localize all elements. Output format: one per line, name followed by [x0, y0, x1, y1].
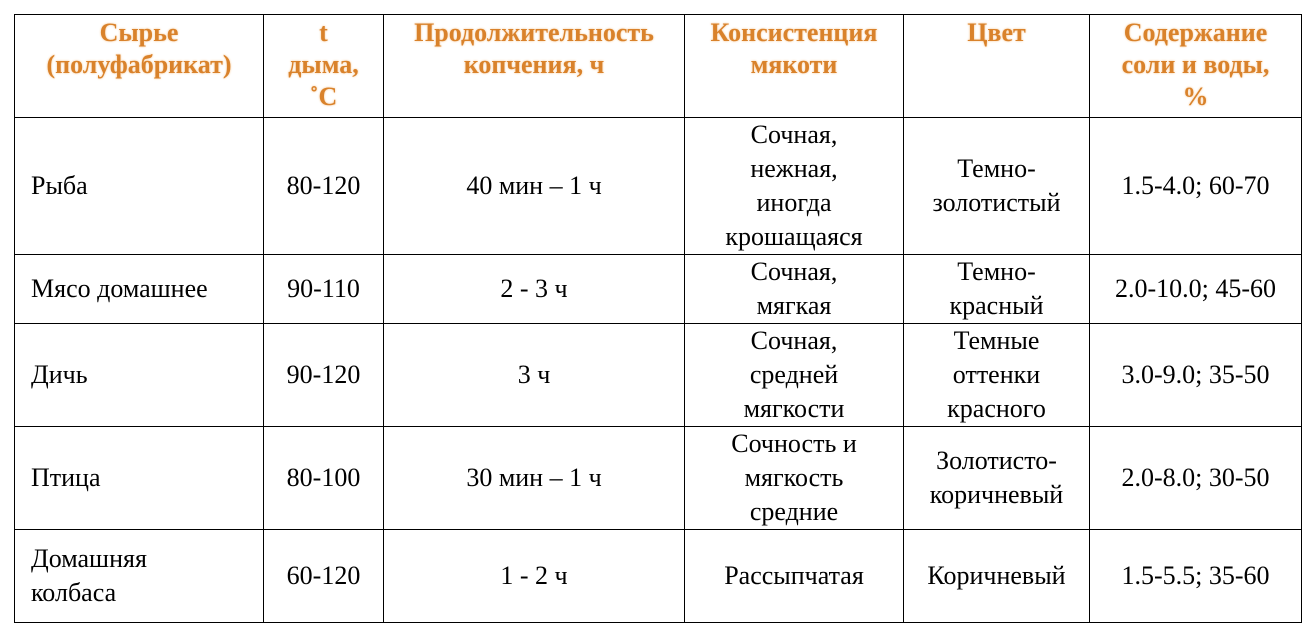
header-smoking-duration: Продолжительность копчения, ч	[384, 15, 685, 118]
cell-product: Домашняя колбаса	[15, 530, 264, 623]
cell-consistency: Рассыпчатая	[685, 530, 904, 623]
cell-salt-water: 1.5-4.0; 60-70	[1090, 118, 1302, 255]
cell-duration: 40 мин – 1 ч	[384, 118, 685, 255]
cell-color: Золотисто- коричневый	[904, 427, 1090, 530]
cell-consistency: Сочная, нежная, иногда крошащаяся	[685, 118, 904, 255]
cell-product: Птица	[15, 427, 264, 530]
table-row	[15, 255, 1302, 324]
header-smoke-temperature: t дыма, ˚С	[264, 15, 384, 118]
cell-product: Мясо домашнее	[15, 255, 264, 324]
cell-salt-water: 2.0-8.0; 30-50	[1090, 427, 1302, 530]
cell-temperature: 60-120	[264, 530, 384, 623]
cell-color: Темно- золотистый	[904, 118, 1090, 255]
cell-color: Темно- красный	[904, 255, 1090, 324]
cell-consistency: Сочная, средней мягкости	[685, 324, 904, 427]
table-row	[15, 118, 1302, 255]
cell-temperature: 80-100	[264, 427, 384, 530]
table-row	[15, 427, 1302, 530]
table-row	[15, 530, 1302, 623]
cell-consistency: Сочная, мягкая	[685, 255, 904, 324]
table-header-row	[15, 15, 1302, 118]
cell-color: Коричневый	[904, 530, 1090, 623]
cell-temperature: 80-120	[264, 118, 384, 255]
cell-product: Рыба	[15, 118, 264, 255]
cell-duration: 30 мин – 1 ч	[384, 427, 685, 530]
cell-duration: 2 - 3 ч	[384, 255, 685, 324]
cell-duration: 3 ч	[384, 324, 685, 427]
cell-temperature: 90-120	[264, 324, 384, 427]
smoking-parameters-table	[14, 14, 1302, 623]
cell-consistency: Сочность и мягкость средние	[685, 427, 904, 530]
header-raw-material: Сырье (полуфабрикат)	[15, 15, 264, 118]
header-flesh-consistency: Консистенция мякоти	[685, 15, 904, 118]
header-salt-water-content: Содержание соли и воды, %	[1090, 15, 1302, 118]
cell-duration: 1 - 2 ч	[384, 530, 685, 623]
cell-color: Темные оттенки красного	[904, 324, 1090, 427]
cell-product: Дичь	[15, 324, 264, 427]
header-color: Цвет	[904, 15, 1090, 118]
cell-salt-water: 2.0-10.0; 45-60	[1090, 255, 1302, 324]
table-row	[15, 324, 1302, 427]
cell-temperature: 90-110	[264, 255, 384, 324]
cell-salt-water: 3.0-9.0; 35-50	[1090, 324, 1302, 427]
cell-salt-water: 1.5-5.5; 35-60	[1090, 530, 1302, 623]
